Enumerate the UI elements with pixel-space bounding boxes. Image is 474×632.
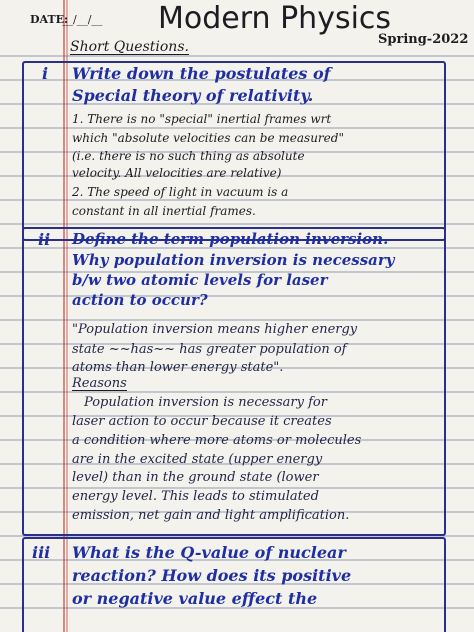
answer-i-line-4: velocity. All velocities are relative) (72, 166, 282, 180)
answer-ii-line-9: level) than in the ground state (lower (72, 470, 319, 485)
section-heading: Short Questions. (70, 39, 189, 55)
question-iii-line-1: What is the Q-value of nuclear (72, 543, 346, 562)
date-value: __/__/__ (62, 13, 103, 26)
answer-i-line-3: (i.e. there is no such thing as absolute (72, 149, 305, 163)
answer-ii-line-5: Population inversion is necessary for (84, 395, 327, 410)
answer-ii-line-10: energy level. This leads to stimulated (72, 489, 319, 504)
question-i-line-2: Special theory of relativity. (72, 86, 314, 105)
answer-i-line-6: constant in all inertial frames. (72, 204, 256, 218)
question-ii-line-3: b/w two atomic levels for laser (72, 271, 328, 289)
question-ii-line-1: Define the term population inversion. (72, 230, 389, 248)
answer-ii-line-1: "Population inversion means higher energy (72, 322, 358, 337)
question-i-number: i (42, 64, 49, 83)
date-label: DATE: (30, 13, 69, 26)
answer-ii-reasons-heading: Reasons (72, 376, 127, 391)
answer-i-line-1: 1. There is no "special" inertial frames wrt (72, 112, 332, 126)
question-ii-line-4: action to occur? (72, 291, 208, 309)
question-iii-line-3: or negative value effect the (72, 589, 318, 608)
page-title: Modern Physics (158, 1, 392, 36)
answer-ii-line-8: are in the excited state (upper energy (72, 452, 323, 467)
answer-ii-line-3: atoms than lower energy state". (72, 360, 284, 375)
question-iii-line-2: reaction? How does its positive (72, 566, 352, 585)
answer-i-line-2: which "absolute velocities can be measured" (72, 131, 344, 145)
answer-ii-line-11: emission, net gain and light amplification. (72, 508, 350, 523)
question-ii-number: ii (38, 230, 51, 249)
question-iii-number: iii (32, 543, 51, 562)
question-ii-line-2: Why population inversion is necessary (72, 251, 395, 269)
answer-ii-line-7: a condition where more atoms or molecules (72, 433, 362, 448)
answer-ii-line-6: laser action to occur because it creates (72, 414, 332, 429)
answer-ii-line-2: state ~~has~~ has greater population of (72, 342, 347, 357)
answer-i-line-5: 2. The speed of light in vacuum is a (72, 185, 289, 199)
session-label: Spring-2022 (378, 32, 469, 47)
question-i-line-1: Write down the postulates of (72, 64, 331, 83)
